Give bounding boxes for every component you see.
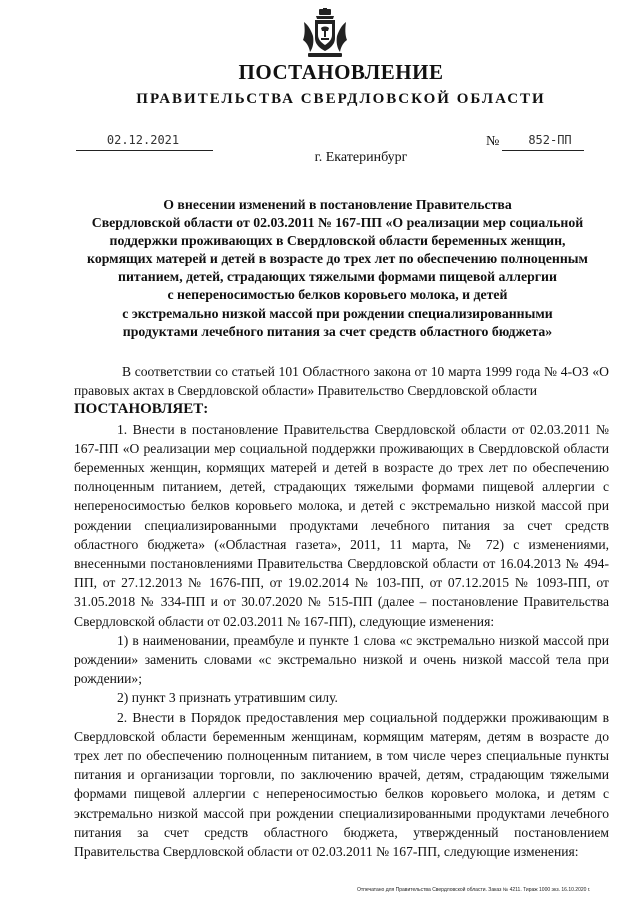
city-line: г. Екатеринбург xyxy=(314,150,408,165)
clause-1-item-2: 2) пункт 3 признать утратившим силу. xyxy=(117,690,338,706)
heading-line: питанием, детей, страдающих тяжелыми формами пищевой аллергии xyxy=(118,269,557,285)
heading-line: с экстремально низкой массой при рождении специализированными xyxy=(122,305,553,321)
document-type-title: ПОСТАНОВЛЕНИЕ xyxy=(238,60,444,84)
print-footer: Отпечатано для Правительства Свердловской области. Заказ № 4211. Тираж 1000 экз. 16.10.2020 г. xyxy=(357,887,591,893)
resolves-keyword: ПОСТАНОВЛЯЕТ: xyxy=(74,401,209,418)
coat-of-arms-emblem xyxy=(302,8,348,58)
issuing-authority: ПРАВИТЕЛЬСТВА СВЕРДЛОВСКОЙ ОБЛАСТИ xyxy=(136,91,546,107)
clause-1-item-1: 1) в наименовании, преамбуле и пункте 1 слова «с экстремально низкой массой при рождении» заменить словами «с экстремально низкой и очень низкой массой тела при рождении»; xyxy=(74,632,609,687)
document-date: 02.12.2021 xyxy=(106,133,180,147)
clause-2-paragraph: 2. Внести в Порядок предоставления мер социальной поддержки проживающим в Свердловской области беременным женщинам, кормящим матерям, детям в возрасте до трех лет по обеспечению полноценным питанием, в том числе через специальные пункты питания и организации торговли, по заключению врачей, детям, страдающим тяжелыми формами пищевой аллергии с непереносимостью белков коровьего молока, и детям с экстремально низкой массой при рождении специализированными продуктами лечебного питания за счет средств областного бюджета, утвержденный постановлением Правительства Свердловской области от 02.03.2011 № 167-ПП, следующие изменения: xyxy=(74,709,609,860)
heading-line: поддержки проживающих в Свердловской области беременных женщин, xyxy=(109,233,566,249)
document-heading xyxy=(70,196,605,341)
heading-line: с непереносимостью белков коровьего молока, и детей xyxy=(167,287,508,303)
document-number: 852-ПП xyxy=(528,133,572,147)
preamble-paragraph: В соответствии со статьей 101 Областного закона от 10 марта 1999 года № 4-ОЗ «О правовых актах в Свердловской области» Правительство Свердловской области xyxy=(74,364,609,399)
clause-1-paragraph: 1. Внести в постановление Правительства Свердловской области от 02.03.2011 № 167-ПП «О реализации мер социальной поддержки проживающих в Свердловской области беременных женщин, кормящих матерей и детей в возрасте до трех лет по обеспечению полноценным питанием, детей, страдающих тяжелыми формами пищевой аллергии с непереносимостью белков коровьего молока, и детей с экстремально низкой массой при рождении специализированными продуктами лечебного питания за счет средств областного бюджета» («Областная газета», 2011, 11 марта, № 72) с изменениями, внесенными постановлениями Правительства Свердловской области от 16.04.2013 № 494-ПП, от 27.12.2013 № 1676-ПП, от 19.02.2014 № 103-ПП, от 07.12.2015 № 1093-ПП, от 31.05.2018 № 334-ПП и от 30.07.2020 № 515-ПП (далее – постановление Правительства Свердловской области от 02.03.2011 № 167-ПП), следующие изменения: xyxy=(74,421,609,629)
heading-line: продуктами лечебного питания за счет средств областного бюджета» xyxy=(122,323,553,339)
heading-line: Свердловской области от 02.03.2011 № 167-ПП «О реализации мер социальной xyxy=(91,215,584,231)
number-sign: № xyxy=(486,134,500,149)
heading-line: О внесении изменений в постановление Правительства xyxy=(163,197,512,212)
heading-line: кормящих матерей и детей в возрасте до трех лет по обеспечению полноценным xyxy=(87,251,588,267)
document-body xyxy=(74,362,609,861)
